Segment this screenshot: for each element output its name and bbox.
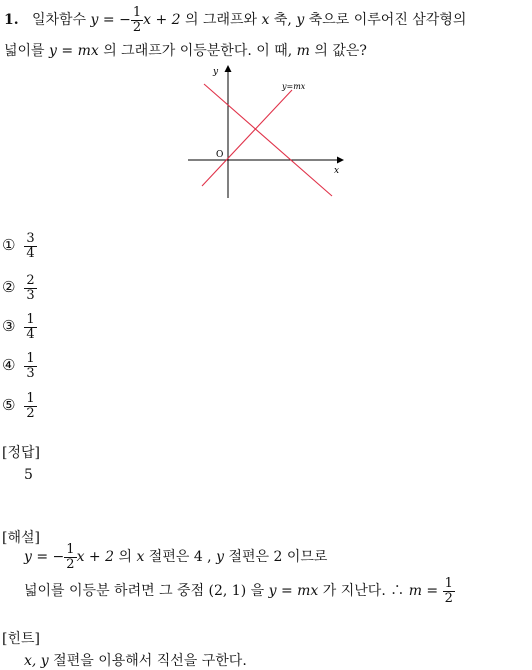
choice-fraction: $\frac{1}{3}$ (26, 351, 35, 381)
math-expression: x + 2 (143, 12, 181, 29)
math-equals: = (102, 12, 115, 29)
answer-value: 5 (24, 467, 33, 483)
explanation-label: [해설] (2, 530, 40, 546)
question-line-2 (4, 40, 367, 60)
choice-mark: ① (2, 236, 16, 255)
fraction: $\frac{1}{2}$ (66, 542, 75, 572)
math-y: y (216, 549, 225, 566)
choice-mark: ② (2, 278, 16, 297)
math-m: m (296, 43, 310, 59)
question-text: 의 그래프가 이등분한다. 이 때, (103, 43, 293, 59)
question-text: 의 그래프와 (185, 12, 258, 29)
question-text: 의 값은? (314, 43, 367, 59)
y-axis-label: y (213, 67, 219, 77)
math-y: y (90, 12, 99, 29)
hint-label: [힌트] (2, 631, 40, 647)
math-expression: x + 2 (76, 549, 114, 566)
choice-mark: ④ (2, 356, 16, 375)
line-decreasing (204, 84, 332, 196)
question-number: 1. (4, 12, 19, 29)
choice-fraction: $\frac{3}{4}$ (26, 231, 35, 261)
choice-5[interactable] (2, 392, 37, 420)
explanation-text: 의 (118, 549, 132, 566)
math-minus: − (119, 12, 131, 29)
explanation-line-2 (24, 577, 455, 605)
hint-text: 절편을 이용해서 직선을 구한다. (53, 653, 247, 669)
math-expression: y = − (24, 549, 65, 566)
line-y-equals-mx (202, 90, 292, 186)
math-x: x (136, 549, 145, 566)
choice-4[interactable] (2, 352, 37, 380)
question-text: 일차함수 (31, 12, 87, 29)
fraction: $\frac{1}{2}$ (132, 5, 142, 35)
question-text: 축으로 이루어진 삼각형의 (308, 12, 467, 29)
choice-fraction: $\frac{1}{2}$ (26, 391, 35, 421)
math-x: x (261, 12, 270, 29)
answer-label: [정답] (2, 445, 40, 461)
explanation-line-1 (24, 543, 327, 571)
choice-2[interactable] (2, 274, 37, 302)
choice-1[interactable] (2, 232, 37, 260)
choice-fraction: $\frac{1}{4}$ (26, 312, 35, 342)
question-text: 넓이를 (4, 43, 45, 59)
explanation-text: 절편은 2 이므로 (228, 549, 328, 566)
x-axis-label: x (334, 166, 340, 176)
hint-line (24, 650, 247, 670)
question-text: 축, (273, 12, 292, 29)
fraction: $\frac{1}{2}$ (444, 576, 453, 606)
function-graph (180, 62, 350, 202)
choice-3[interactable] (2, 313, 37, 341)
explanation-text: 절편은 4 , (148, 549, 212, 566)
origin-label: O (216, 150, 224, 160)
line-label: y=mx (282, 82, 306, 91)
choice-mark: ③ (2, 317, 16, 336)
math-expression: x, y (24, 653, 49, 669)
explanation-text: 넓이를 이등분 하려면 그 중점 (2, 1) 을 (24, 583, 265, 600)
math-expression: y = mx (268, 583, 319, 600)
math-m: m = (408, 583, 439, 600)
math-y: y (296, 12, 305, 29)
choice-mark: ⑤ (2, 396, 16, 415)
math-expression: y = mx (49, 43, 99, 59)
explanation-text: 가 지난다. ∴ (322, 583, 405, 600)
question-line-1 (4, 6, 466, 34)
choice-fraction: $\frac{2}{3}$ (26, 273, 35, 303)
